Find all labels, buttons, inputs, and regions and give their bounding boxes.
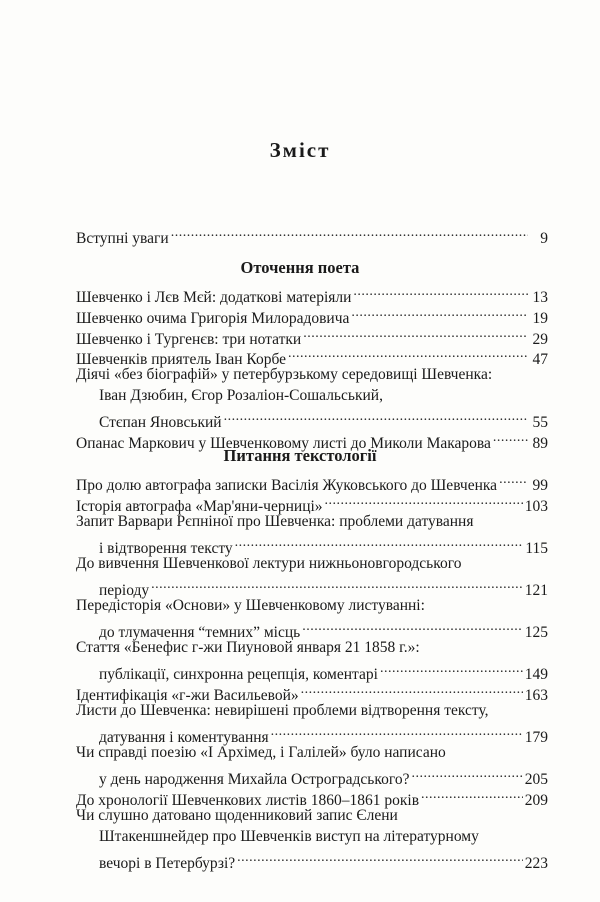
toc-line (99, 407, 548, 431)
leader-dots (380, 659, 523, 679)
entry-text: періоду (99, 582, 150, 599)
toc-line (76, 344, 548, 369)
toc-line (76, 282, 548, 306)
page-number: 209 (524, 792, 548, 809)
page-number: 103 (524, 498, 548, 515)
entry-text: Запит Варвари Рєпніної про Шевченка: проблеми датування (76, 513, 474, 530)
entry-text: Стєпан Яновський (99, 413, 222, 431)
entry-text: Ідентифікація «г-жи Васильевой» (76, 687, 299, 704)
entry-text: Штакеншнейдер про Шевченків виступ на літературному (99, 828, 479, 845)
entry-text: Вступні уваги (76, 230, 169, 247)
entry-text: Листи до Шевченка: невирішені проблеми відтворення тексту, (76, 702, 489, 719)
leader-dots (171, 223, 528, 243)
toc-line (99, 722, 548, 746)
entry-text: вечорі в Петербурзі? (99, 855, 236, 872)
page-number: 13 (532, 289, 548, 306)
toc-line (76, 638, 548, 658)
page-number: 55 (532, 413, 548, 431)
toc-line (99, 617, 548, 641)
entry-text: публікації, синхронна рецепція, коментарі (99, 666, 378, 683)
toc-line (99, 764, 548, 788)
entry-text: і відтворення тексту (99, 540, 233, 557)
leader-dots (301, 680, 523, 700)
entry-text: Про долю автографа записки Васілія Жуковського до Шевченка (76, 477, 498, 494)
entry-text: Передісторія «Основи» у Шевченковому листуванні: (76, 597, 425, 614)
page-number: 89 (532, 434, 548, 452)
page-number: 19 (532, 309, 548, 327)
entry-text: Шевченко і Лєв Мєй: додаткові матеріяли (76, 289, 352, 306)
toc-line (99, 575, 548, 599)
toc-line (76, 428, 548, 452)
page-number: 223 (524, 855, 548, 872)
toc-line (76, 596, 548, 616)
toc-line (76, 785, 548, 809)
page-number: 205 (524, 771, 548, 788)
leader-dots (235, 533, 524, 553)
toc-line (76, 470, 548, 494)
toc-line (99, 386, 548, 406)
leader-dots (325, 491, 523, 511)
entry-text: Стаття «Бенефис г-жи Пиуновой января 21 1858 г.»: (76, 639, 420, 656)
section-heading-2: Питання текстології (223, 446, 377, 465)
section-heading-1: Оточення поета (240, 258, 360, 277)
toc-line (76, 701, 548, 721)
entry-text: Іван Дзюбин, Єгор Розаліон-Сошальський, (99, 387, 383, 404)
entry-text: До вивчення Шевченкової лектури нижньоновгородського (76, 555, 462, 572)
toc-line (76, 365, 548, 385)
toc-line (76, 806, 548, 826)
toc-line (99, 659, 548, 683)
leader-dots (421, 785, 523, 805)
leader-dots (353, 282, 528, 302)
toc-line (76, 743, 548, 763)
toc-line (76, 324, 548, 348)
toc-line (76, 680, 548, 704)
entry-text: до тлумачення “темних” місць (99, 624, 301, 641)
leader-dots (303, 324, 528, 344)
toc-line (99, 827, 548, 847)
toc-line (76, 554, 548, 574)
leader-dots (302, 617, 523, 637)
page-number: 29 (532, 330, 548, 348)
page-number: 179 (524, 729, 548, 746)
page-number: 149 (524, 666, 548, 683)
toc-line (99, 533, 548, 557)
page-number: 121 (524, 582, 548, 599)
entry-text: Чи справді поезію «І Архімед, і Галілей» було написано (76, 744, 446, 761)
page-number: 125 (524, 624, 548, 641)
page-number: 47 (532, 351, 548, 369)
leader-dots (351, 303, 528, 323)
toc-line (76, 303, 548, 327)
entry-text: Опанас Маркович у Шевченковому листі до Миколи Макарова (76, 434, 491, 452)
leader-dots (151, 575, 523, 595)
leader-dots (224, 407, 528, 427)
leader-dots (493, 428, 528, 448)
entry-text: датування і коментування (99, 729, 269, 746)
entry-text: Чи слушно датовано щоденниковий запис Єлени (76, 807, 398, 824)
toc-line (99, 848, 548, 872)
entry-text: Історія автографа «Мар'яни-черниці» (76, 498, 323, 515)
page-number: 115 (525, 540, 548, 557)
page-title: Зміст (269, 138, 331, 162)
toc-line (76, 491, 548, 515)
page-number: 163 (524, 687, 548, 704)
entry-text: у день народження Михайла Остроградського? (99, 771, 410, 788)
entry-text: Шевченків приятель Іван Корбе (76, 351, 286, 369)
leader-dots (499, 470, 528, 490)
leader-dots (271, 722, 523, 742)
entry-text: Шевченко і Тургенєв: три нотатки (76, 330, 302, 348)
leader-dots (288, 344, 528, 364)
leader-dots (411, 764, 522, 784)
entry-text: До хронології Шевченкових листів 1860–1861 років (76, 792, 420, 809)
page-number: 99 (532, 477, 548, 494)
leader-dots (237, 848, 523, 868)
toc-entry-intro (76, 223, 548, 247)
toc-line (76, 512, 548, 532)
entry-text: Шевченко очима Григорія Милорадовича (76, 309, 350, 327)
entry-text: Діячі «без біографій» у петербурзькому середовищі Шевченка: (76, 366, 493, 384)
page-number: 9 (540, 230, 548, 247)
